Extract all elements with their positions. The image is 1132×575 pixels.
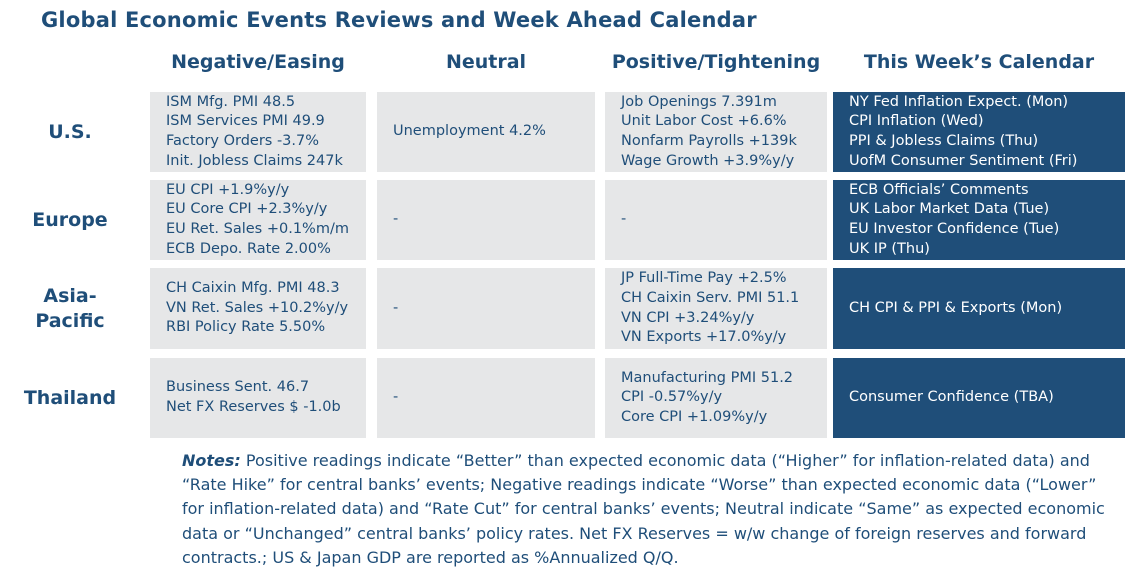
region-label: Thailand (23, 386, 117, 409)
negative-item: Init. Jobless Claims 247k (166, 152, 343, 169)
page-title: Global Economic Events Reviews and Week Ahead Calendar (41, 8, 757, 32)
calendar-cell (833, 180, 1125, 260)
positive-item: Core CPI +1.09%y/y (621, 408, 768, 425)
region-label: Asia-Pacific (35, 284, 105, 332)
negative-cell (150, 180, 366, 260)
negative-item: EU Ret. Sales +0.1%m/m (166, 221, 349, 237)
negative-item: CH Caixin Mfg. PMI 48.3 (166, 280, 340, 297)
calendar-item: CPI Inflation (Wed) (849, 113, 984, 130)
calendar-item: UK IP (Thu) (849, 240, 930, 257)
positive-item: Unit Labor Cost +6.6% (621, 113, 787, 130)
calendar-cell (833, 92, 1125, 172)
negative-cell (150, 92, 366, 172)
neutral-item: - (393, 211, 399, 228)
neutral-cell (377, 358, 595, 438)
neutral-item: Unemployment 4.2% (393, 123, 546, 140)
positive-item: Wage Growth +3.9%y/y (621, 152, 795, 169)
calendar-item: CH CPI & PPI & Exports (Mon) (849, 299, 1063, 316)
neutral-item: - (393, 389, 399, 406)
calendar-cell (833, 358, 1125, 438)
negative-item: Factory Orders -3.7% (166, 133, 320, 149)
positive-item: Manufacturing PMI 51.2 (621, 369, 794, 386)
calendar-cell (833, 268, 1125, 349)
positive-item: Nonfarm Payrolls +139k (621, 133, 797, 149)
negative-item: ECB Depo. Rate 2.00% (166, 240, 331, 257)
notes-label: Notes: (182, 451, 241, 470)
notes-text: Positive readings indicate “Better” than expected economic data (“Higher” for inflation-related data) and “Rate Hike” for central banks’ events; Negative readings indicate “Worse” than expected economic data (“Lower” for inflation-related data) and “Rate Cut” for central banks’ events; Neutral indicate “Same” as expected economic data or “Unchanged” central banks’ policy rates. Net FX Reserves = w/w change of foreign reserves and forward contracts.; US & Japan GDP are reported as %Annualized Q/Q. (182, 451, 1105, 567)
negative-item: EU Core CPI +2.3%y/y (166, 201, 328, 218)
calendar-item: Consumer Confidence (TBA) (849, 389, 1054, 406)
neutral-cell (377, 268, 595, 349)
negative-item: Business Sent. 46.7 (166, 379, 310, 396)
negative-item: Net FX Reserves $ -1.0b (166, 399, 341, 415)
negative-item: ISM Mfg. PMI 48.5 (166, 93, 296, 110)
positive-item: Job Openings 7.391m (621, 93, 777, 110)
calendar-item: EU Investor Confidence (Tue) (849, 221, 1060, 237)
calendar-item: UK Labor Market Data (Tue) (849, 201, 1050, 218)
column-header-neutral: Neutral (445, 51, 527, 73)
neutral-item: - (393, 299, 399, 316)
column-header-positive: Positive/Tightening (611, 51, 821, 73)
negative-item: RBI Policy Rate 5.50% (166, 319, 326, 336)
positive-item: CH Caixin Serv. PMI 51.1 (621, 289, 800, 306)
positive-cell (605, 92, 827, 172)
positive-cell (605, 358, 827, 438)
notes (182, 449, 1112, 570)
calendar-item: ECB Officials’ Comments (849, 181, 1029, 198)
negative-cell (150, 268, 366, 349)
column-header-negative: Negative/Easing (171, 51, 345, 73)
calendar-item: PPI & Jobless Claims (Thu) (849, 133, 1039, 149)
neutral-cell (377, 92, 595, 172)
negative-item: ISM Services PMI 49.9 (166, 113, 325, 130)
negative-item: EU CPI +1.9%y/y (166, 181, 290, 198)
positive-item: VN Exports +17.0%y/y (621, 329, 787, 346)
negative-cell (150, 358, 366, 438)
column-header-calendar: This Week’s Calendar (863, 51, 1095, 73)
positive-cell (605, 268, 827, 349)
positive-item: CPI -0.57%y/y (621, 389, 723, 406)
calendar-item: UofM Consumer Sentiment (Fri) (849, 152, 1078, 169)
negative-item: VN Ret. Sales +10.2%y/y (166, 299, 349, 316)
positive-item: VN CPI +3.24%y/y (621, 309, 755, 326)
positive-item: - (621, 211, 627, 228)
calendar-item: NY Fed Inflation Expect. (Mon) (849, 93, 1069, 110)
region-label: Europe (32, 208, 108, 231)
positive-item: JP Full-Time Pay +2.5% (621, 270, 787, 287)
region-label: U.S. (48, 120, 92, 143)
positive-cell (605, 180, 827, 260)
neutral-cell (377, 180, 595, 260)
